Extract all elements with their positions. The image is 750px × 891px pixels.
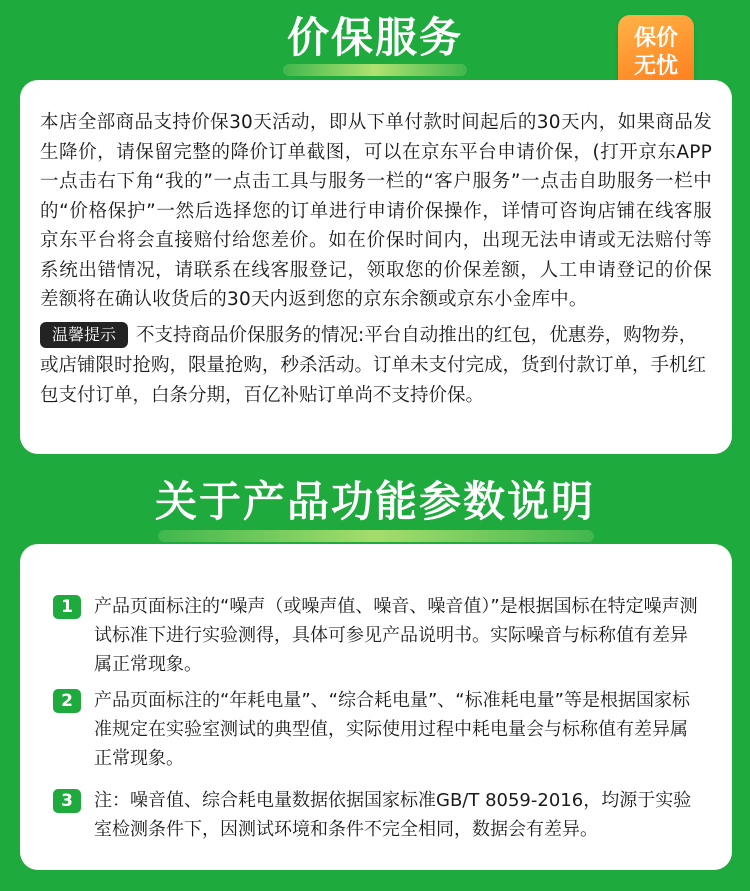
notice-block (40, 321, 712, 411)
notice-text: 不支持商品价保服务的情况:平台自动推出的红包，优惠券，购物券，或店铺限时抢购，限量抢购，秒杀活动。订单未支付完成，货到付款订单，手机红包支付订单，白条分期，百亿补贴订单尚不支持价保。 (40, 324, 707, 406)
badge-line1: 保价 (633, 26, 678, 51)
list-item-text: 产品页面标注的“年耗电量”、“综合耗电量”、“标准耗电量”等是根据国家标准规定在实验室测试的典型值，实际使用过程中耗电量会与标称值有差异属正常现象。 (94, 690, 690, 769)
price-protection-card (20, 80, 732, 454)
list-item (53, 592, 703, 679)
badge-line2: 无忧 (633, 54, 678, 79)
number-badge-1: 1 (53, 595, 81, 619)
notice-tag: 温馨提示 (40, 322, 128, 348)
list-item (53, 786, 703, 844)
product-params-title: 关于产品功能参数说明 (154, 477, 595, 526)
list-item (53, 686, 703, 773)
price-protection-title: 价保服务 (286, 13, 463, 62)
product-params-card (20, 544, 732, 870)
number-badge-2: 2 (53, 689, 81, 713)
price-protection-description: 本店全部商品支持价保30天活动，即从下单付款时间起后的30天内，如果商品发生降价，请保留完整的降价订单截图，可以在京东平台申请价保，(打开京东APP一点击右下角“我的”一点击工具与服务一栏的“客户服务”一点击自助服务一栏中的“价格保护”一然后选择您的订单进行申请价保操作，详情可咨询店铺在线客服京东平台将会直接赔付给您差价。如在价保时间内，出现无法申请或无法赔付等系统出错情况，请联系在线客服登记，领取您的价保差额，人工申请登记的价保差额将在确认收货后的30天内返到您的京东余额或京东小金库中。 (40, 112, 712, 310)
number-badge-3: 3 (53, 789, 81, 813)
list-item-text: 产品页面标注的“噪声（或噪声值、噪音、噪音值）”是根据国标在特定噪声测试标准下进行实验测得，具体可参见产品说明书。实际噪音与标称值有差异属正常现象。 (94, 596, 698, 675)
list-item-text: 注：噪音值、综合耗电量数据依据国家标准GB/T 8059-2016，均源于实验室检测条件下，因测试环境和条件不完全相同，数据会有差异。 (94, 790, 692, 840)
